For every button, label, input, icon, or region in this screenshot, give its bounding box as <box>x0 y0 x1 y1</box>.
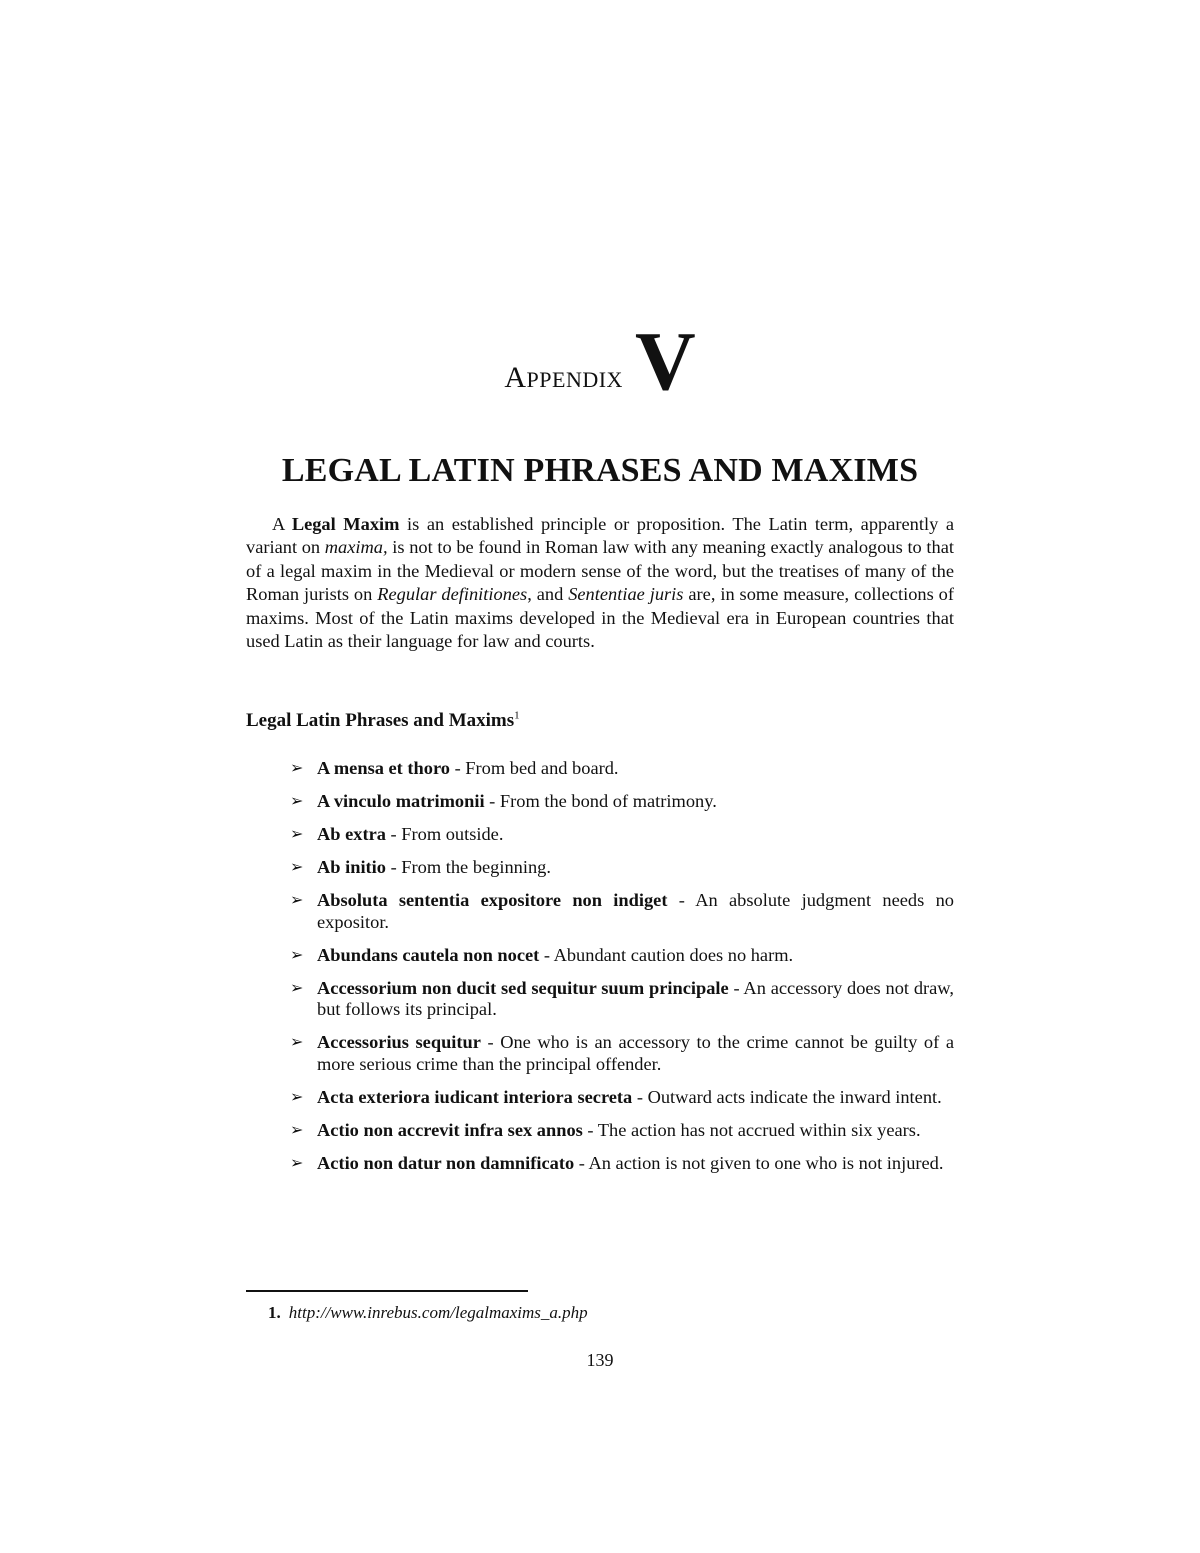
maxim-phrase: Acta exteriora iudicant interiora secreta <box>317 1086 633 1107</box>
maxim-meaning: - Abundant caution does no harm. <box>539 944 794 965</box>
maxim-phrase: Accessorium non ducit sed sequitur suum principale <box>317 977 729 998</box>
arrow-bullet-icon: ➢ <box>290 892 304 909</box>
footnote-divider <box>246 1290 528 1292</box>
maxim-phrase: A vinculo matrimonii <box>317 791 485 811</box>
maxim-phrase: Actio non accrevit infra sex annos <box>317 1119 583 1140</box>
list-item <box>290 758 954 780</box>
maxim-meaning: - The action has not accrued within six years. <box>582 1119 921 1140</box>
arrow-bullet-icon: ➢ <box>290 1154 304 1172</box>
maxims-list <box>290 758 954 1186</box>
page-number: 139 <box>586 1350 614 1370</box>
intro-italic-term: maxima, <box>324 537 388 558</box>
appendix-letter: V <box>634 315 696 408</box>
maxim-meaning: - From the beginning. <box>385 857 551 877</box>
maxim-meaning: - From outside. <box>385 824 504 844</box>
appendix-heading <box>0 315 1200 408</box>
maxim-phrase: Abundans cautela non nocet <box>317 944 540 965</box>
maxim-meaning: - An absolute judgment needs no expositor. <box>317 890 954 932</box>
section-heading-text: Legal Latin Phrases and Maxims <box>246 710 515 731</box>
list-item <box>290 824 954 846</box>
maxim-phrase: Actio non datur non damnificato <box>317 1152 575 1173</box>
list-item <box>290 857 954 879</box>
intro-text: is not to be found in Roman law with any meaning exactly analogous to that of a legal maxim in the Medieval or modern sense of the word, but the treatises of many of the Roman jurists on <box>246 537 954 605</box>
intro-paragraph <box>246 513 954 653</box>
intro-italic-term: Sententiae juris <box>568 584 684 605</box>
list-item <box>290 945 954 967</box>
arrow-bullet-icon: ➢ <box>290 793 304 810</box>
arrow-bullet-icon: ➢ <box>290 760 304 777</box>
footnote-number: 1. <box>268 1303 281 1322</box>
maxim-meaning: - An action is not given to one who is not injured. <box>574 1152 944 1173</box>
intro-text: are, in some measure, collections of maxims. Most of the Latin maxims developed in the Medieval era in European countries that used Latin as their language for law and courts. <box>246 584 954 652</box>
intro-bold-term: Legal Maxim <box>291 514 400 534</box>
section-heading <box>246 710 520 732</box>
list-item <box>290 791 954 813</box>
list-item <box>290 1153 954 1175</box>
footnote <box>268 1303 588 1323</box>
maxim-phrase: Absoluta sententia expositore non indiget <box>317 890 668 910</box>
list-item <box>290 978 954 1021</box>
intro-text: , and <box>527 584 569 605</box>
list-item <box>290 890 954 933</box>
maxim-phrase: Accessorius sequitur <box>317 1032 481 1052</box>
list-item <box>290 1032 954 1075</box>
intro-italic-term: Regular definitiones <box>377 584 528 605</box>
footnote-reference: 1 <box>514 709 520 722</box>
arrow-bullet-icon: ➢ <box>290 1088 304 1106</box>
arrow-bullet-icon: ➢ <box>290 1121 304 1139</box>
page-title: LEGAL LATIN PHRASES AND MAXIMS <box>281 451 919 489</box>
arrow-bullet-icon: ➢ <box>290 1034 304 1051</box>
maxim-meaning: - Outward acts indicate the inward intent. <box>632 1086 942 1107</box>
footnote-url: http://www.inrebus.com/legalmaxims_a.php <box>288 1303 588 1322</box>
appendix-word-initial: A <box>504 361 527 394</box>
maxim-phrase: Ab extra <box>317 824 386 844</box>
arrow-bullet-icon: ➢ <box>290 979 304 997</box>
maxim-meaning: - An accessory does not draw, but follows its principal. <box>317 977 954 1019</box>
maxim-meaning: - From the bond of matrimony. <box>484 791 717 811</box>
intro-text: is an established principle or proposition. The Latin term, apparently a variant on <box>246 514 954 558</box>
maxim-phrase: Ab initio <box>317 857 386 877</box>
maxim-meaning: - One who is an accessory to the crime cannot be guilty of a more serious crime than the principal offender. <box>317 1032 954 1074</box>
maxim-phrase: A mensa et thoro <box>317 758 450 778</box>
arrow-bullet-icon: ➢ <box>290 946 304 964</box>
list-item <box>290 1120 954 1142</box>
intro-text: A <box>272 514 292 534</box>
maxim-meaning: - From bed and board. <box>449 758 619 778</box>
arrow-bullet-icon: ➢ <box>290 826 304 843</box>
appendix-word-rest: PPENDIX <box>526 367 623 392</box>
appendix-word <box>504 361 623 394</box>
list-item <box>290 1087 954 1109</box>
arrow-bullet-icon: ➢ <box>290 859 304 876</box>
